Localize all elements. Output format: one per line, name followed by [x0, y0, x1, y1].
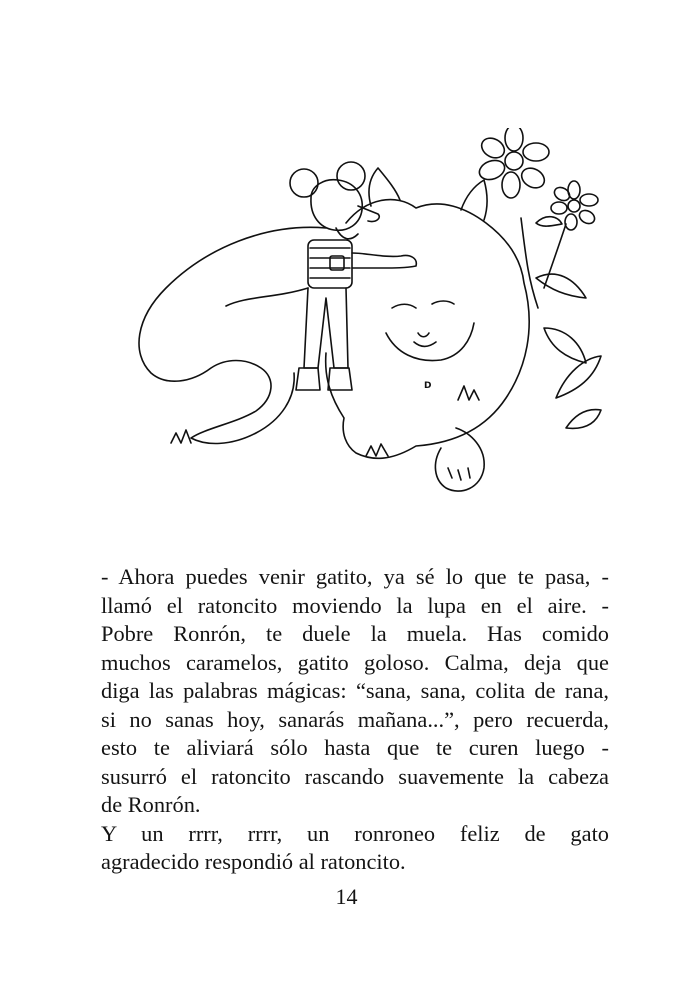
story-line: llamó el ratoncito moviendo la lupa en el aire. - [101, 592, 609, 618]
story-text [101, 563, 609, 877]
story-line: si no sanas hoy, sanarás mañana...”, pero recuerda, [101, 706, 609, 732]
cat-front-paw [435, 428, 484, 491]
story-paragraph-2 [101, 820, 609, 877]
story-line: susurró el ratoncito rascando suavemente la cabeza [101, 763, 609, 789]
flower-small [544, 181, 598, 288]
flower-large [477, 128, 562, 308]
story-paragraph-1 [101, 563, 609, 820]
cat-body [326, 200, 530, 459]
story-line: de Ronrón. [101, 792, 201, 817]
story-line: agradecido respondió al ratoncito. [101, 849, 406, 874]
cat-face [386, 301, 474, 361]
story-line: diga las palabras mágicas: “sana, sana, colita de rana, [101, 678, 609, 703]
illustration-mouse-and-cat [96, 128, 616, 508]
mouse-shirt-letter: D [424, 381, 432, 391]
story-line: - Ahora puedes venir gatito, ya sé lo que te pasa, - [101, 564, 609, 589]
page-number: 14 [335, 884, 358, 909]
cat-tail [139, 227, 326, 443]
story-line: muchos caramelos, gatito goloso. Calma, deja que [101, 649, 609, 675]
story-line: esto te aliviará sólo hasta que te curen luego - [101, 735, 609, 760]
mouse-character [226, 162, 416, 390]
story-line: Y un rrrr, rrrr, un ronroneo feliz de gato [101, 820, 609, 846]
story-line: Pobre Ronrón, te duele la muela. Has comido [101, 621, 609, 646]
leaves [536, 274, 601, 428]
